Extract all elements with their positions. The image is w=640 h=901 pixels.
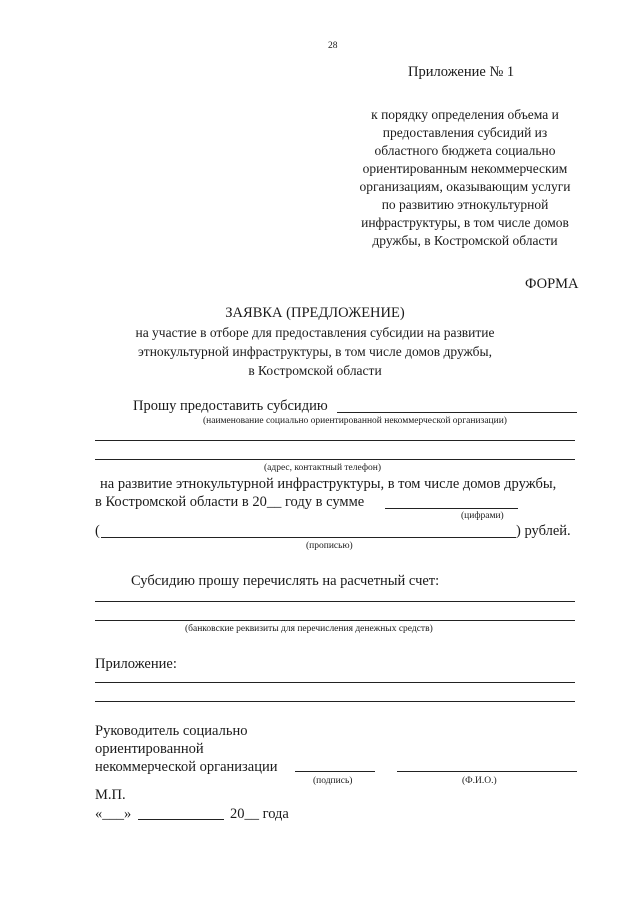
signature-role-line: некоммерческой организации [95, 759, 278, 775]
address-field[interactable] [95, 459, 575, 460]
attachment-field[interactable] [95, 682, 575, 683]
full-name-field[interactable] [397, 771, 577, 772]
page-number: 28 [328, 41, 338, 51]
rubles-label: ) рублей. [516, 523, 571, 539]
bank-details-field-cont[interactable] [95, 620, 575, 621]
stamp-label: М.П. [95, 787, 126, 803]
date-month-field[interactable] [138, 819, 224, 820]
request-text: Прошу предоставить субсидию [133, 398, 328, 414]
appendix-line: областного бюджета социально [374, 143, 556, 158]
appendix-line: дружбы, в Костромской области [372, 233, 558, 248]
heading-line: этнокультурной инфраструктуры, в том числе домов дружбы, [138, 344, 492, 359]
appendix-line: инфраструктуры, в том числе домов [361, 215, 569, 230]
org-name-field[interactable] [337, 412, 577, 413]
purpose-line-amount: в Костромской области в 20__ году в сумме [95, 494, 365, 510]
bank-details-field[interactable] [95, 601, 575, 602]
application-title: ЗАЯВКА (ПРЕДЛОЖЕНИЕ) [225, 305, 405, 321]
digits-hint: (цифрами) [461, 511, 504, 521]
attachment-field-cont[interactable] [95, 701, 575, 702]
appendix-line: организациям, оказывающим услуги [359, 179, 571, 194]
transfer-text: Субсидию прошу перечислять на расчетный счет: [131, 573, 440, 589]
appendix-line: предоставления субсидий из [382, 125, 548, 140]
attachment-label: Приложение: [95, 656, 177, 672]
purpose-line: на развитие этнокультурной инфраструктуры, в том числе домов дружбы, [100, 476, 557, 492]
org-name-hint: (наименование социально ориентированной некоммерческой организации) [203, 416, 507, 426]
appendix-line: по развитию этнокультурной [381, 197, 549, 212]
amount-words-field[interactable] [101, 537, 516, 538]
words-hint: (прописью) [306, 541, 353, 551]
appendix-line: ориентированным некоммерческим [362, 161, 568, 176]
open-paren: ( [95, 523, 100, 539]
bank-hint: (банковские реквизиты для перечисления денежных средств) [185, 624, 433, 634]
amount-digits-field[interactable] [385, 508, 518, 509]
appendix-line: к порядку определения объема и [371, 107, 559, 122]
heading-line: на участие в отборе для предоставления субсидии на развитие [135, 325, 495, 340]
heading-line: в Костромской области [248, 363, 382, 378]
date-year: 20__ года [230, 806, 289, 822]
address-hint: (адрес, контактный телефон) [264, 463, 381, 473]
signature-field[interactable] [295, 771, 375, 772]
signature-hint: (подпись) [313, 776, 353, 786]
full-name-hint: (Ф.И.О.) [462, 776, 497, 786]
date-day: «___» [95, 806, 132, 822]
appendix-title: Приложение № 1 [408, 64, 515, 80]
signature-role-line: ориентированной [95, 741, 204, 757]
org-name-field-cont[interactable] [95, 440, 575, 441]
signature-role-line: Руководитель социально [95, 723, 248, 739]
form-label: ФОРМА [525, 276, 579, 292]
